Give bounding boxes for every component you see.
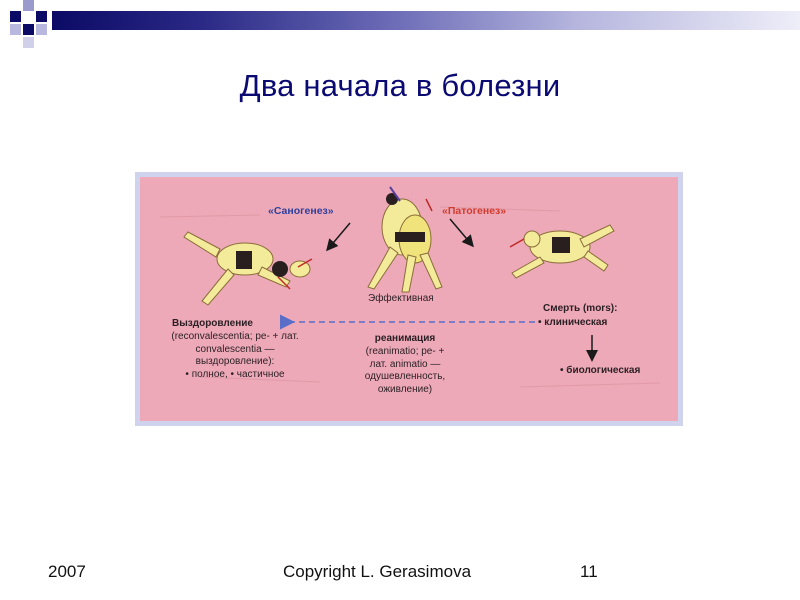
death-heading: Смерть (mors): bbox=[543, 303, 618, 314]
recovery-line: • полное, • частичное bbox=[185, 368, 285, 380]
wrestlers-center-icon bbox=[368, 187, 442, 292]
footer-page-number: 11 bbox=[580, 562, 598, 581]
wrestler-left-icon bbox=[184, 232, 312, 305]
diagram-panel bbox=[140, 177, 678, 421]
corner-square-6 bbox=[36, 24, 47, 35]
label-effective: Эффективная bbox=[368, 293, 434, 304]
label-patogenez: «Патогенез» bbox=[442, 205, 507, 217]
recovery-line: convalescentia — bbox=[195, 343, 275, 355]
reanimation-text bbox=[340, 346, 470, 396]
slide-title: Два начала в болезни bbox=[239, 68, 561, 103]
reanimation-line: лат. animatio — bbox=[369, 358, 441, 370]
arrow-patogenez bbox=[450, 219, 472, 245]
arrow-sanogenez bbox=[328, 223, 350, 249]
corner-square-3 bbox=[36, 11, 47, 22]
corner-square-5 bbox=[10, 24, 21, 35]
label-sanogenez: «Саногенез» bbox=[268, 205, 334, 217]
recovery-line: выздоровление): bbox=[195, 356, 275, 367]
footer-copyright: Copyright L. Gerasimova bbox=[283, 562, 472, 581]
reanimation-line: оживление) bbox=[377, 383, 433, 395]
death-clinical: • клиническая bbox=[538, 317, 608, 328]
corner-square-2 bbox=[23, 0, 34, 11]
wrestler-right-icon bbox=[510, 225, 614, 278]
reanimation-heading: реанимация bbox=[374, 333, 436, 344]
corner-square-4 bbox=[23, 24, 34, 35]
recovery-heading: Выздоровление bbox=[172, 318, 253, 329]
corner-square-7 bbox=[23, 37, 34, 48]
reanimation-line: (reanimatio; ре- + bbox=[365, 346, 445, 357]
title-bar-decoration bbox=[52, 11, 800, 30]
diagram-figure bbox=[135, 172, 683, 426]
recovery-text bbox=[150, 331, 320, 381]
footer-year: 2007 bbox=[48, 562, 86, 581]
death-biological: • биологическая bbox=[560, 365, 641, 376]
reanimation-line: одушевленность, bbox=[364, 371, 446, 382]
corner-square-1 bbox=[10, 11, 21, 22]
recovery-line: (reconvalescentia; ре- + лат. bbox=[171, 331, 299, 342]
